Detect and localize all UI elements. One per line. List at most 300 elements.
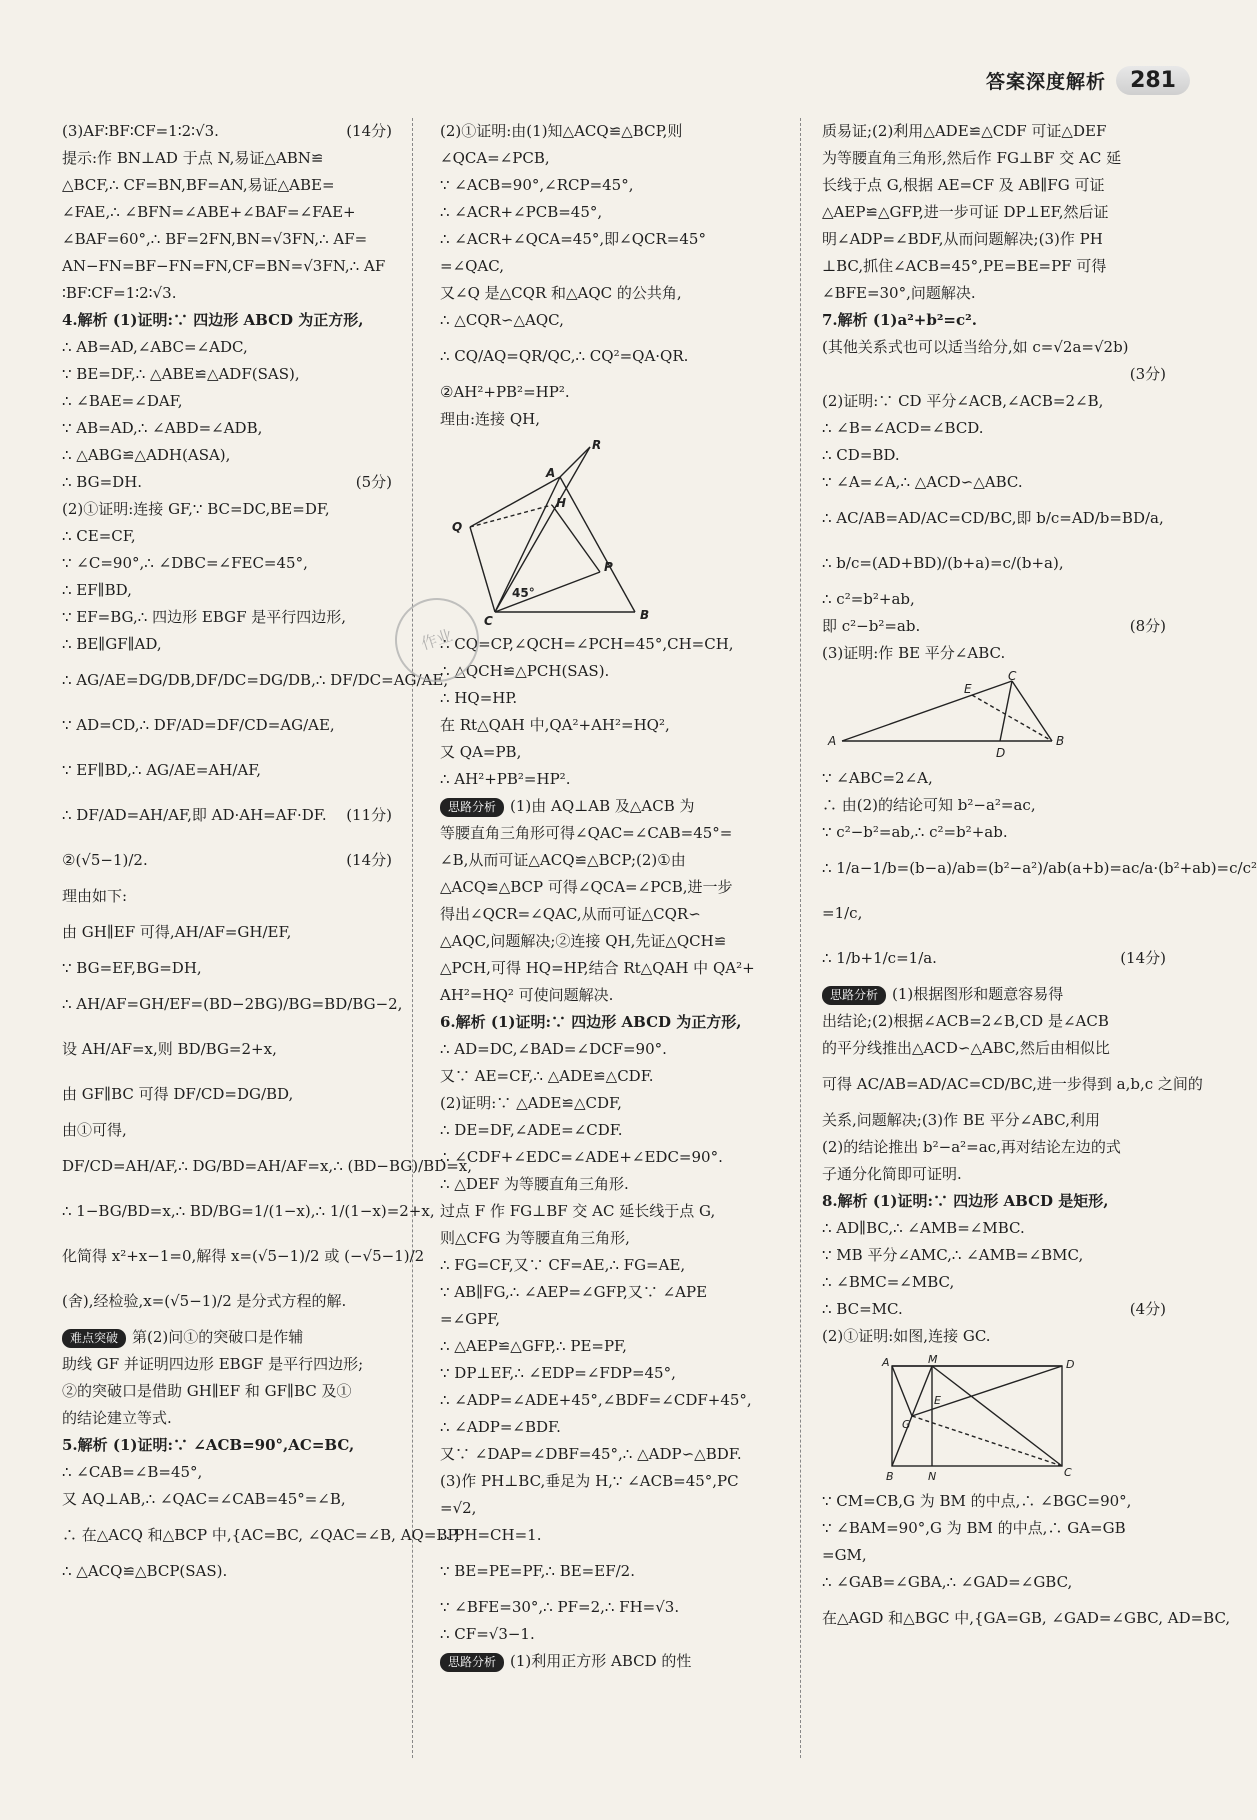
text-line (822, 226, 1166, 253)
text-line (440, 1414, 780, 1441)
text-line (440, 307, 780, 334)
text-line (440, 820, 780, 847)
line-text: ∵ AB=AD,∴ ∠ABD=∠ADB, (62, 419, 263, 437)
line-text: ∵ MB 平分∠AMC,∴ ∠AMB=∠BMC, (822, 1246, 1084, 1264)
section-tag: 思路分析 (440, 1653, 504, 1672)
line-text: AH²=HQ² 可使问题解决. (440, 986, 614, 1004)
line-text: △ACQ≌△BCP 可得∠QCA=∠PCB,进一步 (440, 878, 733, 896)
line-text: ∠BFE=30°,问题解决. (822, 284, 976, 302)
line-text: ②(√5−1)/2. (62, 851, 148, 869)
text-line (62, 1234, 425, 1279)
line-text: 提示:作 BN⊥AD 于点 N,易证△ABN≌ (62, 149, 324, 167)
column-3 (822, 118, 1257, 1641)
text-line (440, 1648, 780, 1675)
text-line (62, 1144, 473, 1189)
line-text: 明∠ADP=∠BDF,从而问题解决;(3)作 PH (822, 230, 1103, 248)
text-line (62, 838, 392, 883)
text-line (440, 1522, 780, 1549)
text-line (822, 1269, 1166, 1296)
text-line (440, 685, 780, 712)
text-line (62, 1486, 392, 1513)
text-line (440, 658, 780, 685)
text-line (62, 361, 392, 388)
line-text: ∵ EF=BG,∴ 四边形 EBGF 是平行四边形, (62, 608, 347, 626)
text-line (822, 361, 1166, 388)
text-line (440, 1009, 780, 1036)
text-line (62, 1351, 392, 1378)
line-text: ∵ AD=CD,∴ DF/AD=DF/CD=AG/AE, (62, 716, 335, 734)
section-tag: 思路分析 (440, 798, 504, 817)
text-line (822, 469, 1166, 496)
line-text: 过点 F 作 FG⊥BF 交 AC 延长线于点 G, (440, 1202, 716, 1220)
line-text: ∴ ∠ACR+∠PCB=45°, (440, 203, 603, 221)
line-text: 为等腰直角三角形,然后作 FG⊥BF 交 AC 延 (822, 149, 1122, 167)
line-text: ∴ △ACQ≌△BCP(SAS). (62, 1562, 228, 1580)
line-text: 则△CFG 为等腰直角三角形, (440, 1229, 630, 1247)
column-2 (440, 118, 780, 1675)
line-text: 又 AQ⊥AB,∴ ∠QAC=∠CAB=45°=∠B, (62, 1490, 346, 1508)
line-text: 可得 AC/AB=AD/AC=CD/BC,进一步得到 a,b,c 之间的 (822, 1075, 1203, 1093)
text-line (822, 280, 1166, 307)
line-text: ∵ DP⊥EF,∴ ∠EDP=∠FDP=45°, (440, 1364, 676, 1382)
line-text: 第(2)问①的突破口是作辅 (132, 1328, 304, 1346)
line-text: =∠QAC, (440, 257, 504, 275)
line-text: 等腰直角三角形可得∠QAC=∠CAB=45°= (440, 824, 733, 842)
text-line (440, 406, 780, 433)
line-text: ∶BF∶CF=1∶2∶√3. (62, 284, 177, 302)
text-line (440, 712, 780, 739)
fig8-label: B (886, 1470, 894, 1483)
line-text: ∴ CQ/AQ=QR/QC,∴ CQ²=QA·QR. (440, 347, 689, 365)
text-line (822, 1323, 1166, 1350)
text-line (822, 1488, 1166, 1515)
text-line (822, 981, 1166, 1008)
text-line (440, 1171, 780, 1198)
text-line (440, 1252, 780, 1279)
text-line (62, 1558, 392, 1585)
text-line (822, 613, 1166, 640)
fig7-label: A (828, 734, 837, 748)
text-line (822, 1515, 1166, 1542)
line-text: ∵ BE=PE=PF,∴ BE=EF/2. (440, 1562, 635, 1580)
line-text: 出结论;(2)根据∠ACB=2∠B,CD 是∠ACB (822, 1012, 1109, 1030)
line-text: ∵ AB∥FG,∴ ∠AEP=∠GFP,又∵ ∠APE (440, 1283, 708, 1301)
fig7-label: E (964, 682, 972, 696)
column-divider (412, 118, 413, 1758)
line-text: ∴ 1/a−1/b=(b−a)/ab=(b²−a²)/ab(a+b)=ac/a·(b²+ab)=c/c² (822, 859, 1257, 877)
text-line (62, 1279, 392, 1324)
line-text: △AEP≌△GFP,进一步可证 DP⊥EF,然后证 (822, 203, 1109, 221)
text-line (62, 910, 392, 955)
line-text: 的平分线推出△ACD∽△ABC,然后由相似比 (822, 1039, 1110, 1057)
line-text: ∴ △CQR∽△AQC, (440, 311, 564, 329)
column-divider (800, 118, 801, 1758)
line-text: ∴ PH=CH=1. (440, 1526, 542, 1544)
text-line (822, 792, 1166, 819)
line-text: 设 AH/AF=x,则 BD/BG=2+x, (62, 1040, 277, 1058)
text-line (822, 1542, 1166, 1569)
line-text: (3)证明:作 BE 平分∠ABC. (822, 644, 1006, 662)
text-line (62, 604, 392, 631)
line-text: ②的突破口是借助 GH∥EF 和 GF∥BC 及① (62, 1382, 352, 1400)
line-text: (2)的结论推出 b²−a²=ac,再对结论左边的式 (822, 1138, 1121, 1156)
line-text: (1)由 AQ⊥AB 及△ACB 为 (510, 797, 695, 815)
line-text: =GM, (822, 1546, 867, 1564)
line-text: ∠BAF=60°,∴ BF=2FN,BN=√3FN,∴ AF= (62, 230, 368, 248)
line-text: (2)①证明:由(1)知△ACQ≌△BCP,则 (440, 122, 683, 140)
line-text: ∴ ∠ACR+∠QCA=45°,即∠QCR=45° (440, 230, 706, 248)
text-line (440, 874, 780, 901)
line-text: ∵ ∠ACB=90°,∠RCP=45°, (440, 176, 634, 194)
figure-rectangle-problem8 (822, 1354, 1082, 1484)
text-line (822, 442, 1166, 469)
line-text: ∴ c²=b²+ab, (822, 590, 915, 608)
line-text: ∴ 1/b+1/c=1/a. (822, 949, 937, 967)
line-text: △AQC,问题解决;②连接 QH,先证△QCH≌ (440, 932, 727, 950)
line-text: 在 Rt△QAH 中,QA²+AH²=HQ², (440, 716, 670, 734)
line-text: ②AH²+PB²=HP². (440, 383, 570, 401)
line-text: ∵ ∠BAM=90°,G 为 BM 的中点,∴ GA=GB (822, 1519, 1126, 1537)
line-text: ∴ b/c=(AD+BD)/(b+a)=c/(b+a), (822, 554, 1064, 572)
line-text: 得出∠QCR=∠QAC,从而可证△CQR∽ (440, 905, 701, 923)
text-line (440, 1333, 780, 1360)
line-text: ∴ ∠B=∠ACD=∠BCD. (822, 419, 984, 437)
line-text: ∵ ∠C=90°,∴ ∠DBC=∠FEC=45°, (62, 554, 308, 572)
text-line (440, 1306, 780, 1333)
text-line (822, 765, 1166, 792)
line-text: ∵ BG=EF,BG=DH, (62, 959, 202, 977)
text-line (822, 334, 1166, 361)
text-line (62, 172, 392, 199)
text-line (62, 1117, 392, 1144)
fig5-label: B (640, 608, 650, 622)
fig8-label: G (902, 1418, 911, 1431)
score-label: (11分) (346, 806, 392, 824)
line-text: ∴ FG=CF,又∵ CF=AE,∴ FG=AE, (440, 1256, 686, 1274)
section-tag: 难点突破 (62, 1329, 126, 1348)
fig5-label: C (484, 614, 493, 628)
text-line (440, 172, 780, 199)
text-line (62, 1405, 392, 1432)
fig8-label: N (928, 1470, 937, 1483)
text-line (822, 145, 1166, 172)
text-line (822, 891, 1166, 936)
text-line (62, 442, 392, 469)
line-text: 由①可得, (62, 1121, 127, 1139)
score-label: (14分) (346, 851, 392, 869)
line-text: ∴ EF∥BD, (62, 581, 132, 599)
text-line (440, 1495, 780, 1522)
line-text: 由 GH∥EF 可得,AH/AF=GH/EF, (62, 923, 292, 941)
line-text: ∴ ∠ADP=∠BDF. (440, 1418, 561, 1436)
text-line (62, 1189, 435, 1234)
text-line (440, 253, 780, 280)
text-line (822, 496, 1166, 541)
line-text: ∴ CD=BD. (822, 446, 900, 464)
score-label: (5分) (355, 473, 392, 491)
line-text: ∴ CQ=CP,∠QCH=∠PCH=45°,CH=CH, (440, 635, 734, 653)
line-text: 子通分化简即可证明. (822, 1165, 962, 1183)
line-text: ∴ DE=DF,∠ADE=∠CDF. (440, 1121, 623, 1139)
fig7-label: D (996, 746, 1006, 760)
line-text: ∴ BG=DH. (62, 473, 143, 491)
line-text: ∴ △ABG≌△ADH(ASA), (62, 446, 231, 464)
text-line (822, 846, 1257, 891)
line-text: ∴ AD∥BC,∴ ∠AMB=∠MBC. (822, 1219, 1025, 1237)
score-label: (3分) (1129, 365, 1166, 383)
text-line (440, 379, 780, 406)
text-line (62, 793, 392, 838)
line-text: 质易证;(2)利用△ADE≌△CDF 可证△DEF (822, 122, 1107, 140)
score-label: (14分) (346, 122, 392, 140)
text-line (440, 1441, 780, 1468)
line-text: ∴ ∠GAB=∠GBA,∴ ∠GAD=∠GBC, (822, 1573, 1073, 1591)
line-text: 长线于点 G,根据 AE=CF 及 AB∥FG 可证 (822, 176, 1105, 194)
text-line (440, 1279, 780, 1306)
text-line (62, 748, 392, 793)
text-line (822, 1008, 1166, 1035)
fig7-label: C (1008, 669, 1017, 683)
text-line (440, 982, 780, 1009)
text-line (822, 586, 1166, 613)
text-line (440, 901, 780, 928)
text-line (62, 982, 403, 1027)
page-header (986, 62, 1190, 98)
fig8-label: A (882, 1356, 890, 1369)
line-text: =∠GPF, (440, 1310, 501, 1328)
text-line (440, 145, 780, 172)
line-text: ∴ △AEP≌△GFP,∴ PE=PF, (440, 1337, 627, 1355)
text-line (62, 496, 392, 523)
fig5-angle-label: 45° (512, 586, 535, 600)
fig8-label: C (1064, 1466, 1072, 1479)
text-line (440, 1117, 780, 1144)
text-line (62, 883, 392, 910)
line-text: 又∵ AE=CF,∴ △ADE≌△CDF. (440, 1067, 654, 1085)
text-line (822, 1596, 1231, 1641)
text-line (62, 334, 392, 361)
section-tag: 思路分析 (822, 986, 886, 1005)
line-text: ∴ 1−BG/BD=x,∴ BD/BG=1/(1−x),∴ 1/(1−x)=2+x, (62, 1202, 435, 1220)
figure-triangle-problem7 (822, 671, 1072, 761)
line-text: 7.解析 (1)a²+b²=c². (822, 311, 977, 329)
line-text: (1)根据图形和题意容易得 (892, 985, 1064, 1003)
line-text: 6.解析 (1)证明:∵ 四边形 ABCD 为正方形, (440, 1013, 742, 1031)
text-line (62, 1459, 392, 1486)
text-line (822, 1215, 1166, 1242)
text-line (822, 307, 1166, 334)
line-text: ∴ BC=MC. (822, 1300, 903, 1318)
text-line (62, 226, 392, 253)
text-line (62, 523, 392, 550)
line-text: 理由如下: (62, 887, 128, 905)
text-line (62, 415, 392, 442)
line-text: ∴ AG/AE=DG/DB,DF/DC=DG/DB,∴ DF/DC=AG/AE, (62, 671, 449, 689)
line-text: (3)AF∶BF∶CF=1∶2∶√3. (62, 122, 219, 140)
text-line (62, 280, 392, 307)
line-text: ∵ EF∥BD,∴ AG/AE=AH/AF, (62, 761, 262, 779)
fig8-label: D (1066, 1358, 1075, 1371)
line-text: ∵ CM=CB,G 为 BM 的中点,∴ ∠BGC=90°, (822, 1492, 1132, 1510)
text-line (822, 1242, 1166, 1269)
text-line (440, 1594, 780, 1621)
line-text: 助线 GF 并证明四边形 EBGF 是平行四边形; (62, 1355, 364, 1373)
line-text: ∴ AD=DC,∠BAD=∠DCF=90°. (440, 1040, 667, 1058)
line-text: ∴ HQ=HP. (440, 689, 518, 707)
text-line (62, 1027, 392, 1072)
header-title: 答案深度解析 (986, 70, 1107, 93)
line-text: ∴ ∠CDF+∠EDC=∠ADE+∠EDC=90°. (440, 1148, 723, 1166)
score-label: (8分) (1129, 617, 1166, 635)
text-line (440, 1198, 780, 1225)
line-text: 在△AGD 和△BGC 中,{GA=GB, ∠GAD=∠GBC, AD=BC, (822, 1609, 1231, 1627)
figure-triangle-problem5 (440, 437, 670, 627)
text-line (440, 334, 780, 379)
line-text: ∴ AH²+PB²=HP². (440, 770, 571, 788)
fig8-label: E (934, 1394, 941, 1407)
text-line (822, 199, 1166, 226)
text-line (822, 936, 1166, 981)
text-line (822, 172, 1166, 199)
line-text: (2)①证明:连接 GF,∵ BC=DC,BE=DF, (62, 500, 330, 518)
text-line (440, 1144, 780, 1171)
text-line (62, 118, 392, 145)
text-line (822, 541, 1166, 586)
line-text: (3)作 PH⊥BC,垂足为 H,∵ ∠ACB=45°,PC (440, 1472, 739, 1490)
text-line (822, 1062, 1203, 1107)
line-text: (2)证明:∵ △ADE≌△CDF, (440, 1094, 622, 1112)
text-line (822, 1134, 1166, 1161)
line-text: =√2, (440, 1499, 477, 1517)
line-text: 由 GF∥BC 可得 DF/CD=DG/BD, (62, 1085, 294, 1103)
line-text: ∵ ∠BFE=30°,∴ PF=2,∴ FH=√3. (440, 1598, 680, 1616)
text-line (440, 847, 780, 874)
line-text: 关系,问题解决;(3)作 BE 平分∠ABC,利用 (822, 1111, 1100, 1129)
line-text: DF/CD=AH/AF,∴ DG/BD=AH/AF=x,∴ (BD−BG)/BD=x, (62, 1157, 473, 1175)
line-text: ∴ ∠BMC=∠MBC, (822, 1273, 955, 1291)
line-text: 5.解析 (1)证明:∵ ∠ACB=90°,AC=BC, (62, 1436, 355, 1454)
text-line (62, 1432, 392, 1459)
line-text: ∠B,从而可证△ACQ≌△BCP;(2)①由 (440, 851, 686, 869)
line-text: ∴ ∠BAE=∠DAF, (62, 392, 183, 410)
text-line (822, 1107, 1166, 1134)
line-text: 8.解析 (1)证明:∵ 四边形 ABCD 是矩形, (822, 1192, 1109, 1210)
watermark-stamp: 作业 (384, 587, 490, 693)
text-line (822, 118, 1166, 145)
line-text: △PCH,可得 HQ=HP,结合 Rt△QAH 中 QA²+ (440, 959, 755, 977)
text-line (440, 1063, 780, 1090)
text-line (822, 253, 1166, 280)
line-text: =1/c, (822, 904, 863, 922)
line-text: 的结论建立等式. (62, 1409, 172, 1427)
line-text: ⊥BC,抓住∠ACB=45°,PE=BE=PF 可得 (822, 257, 1107, 275)
line-text: ∵ ∠A=∠A,∴ △ACD∽△ABC. (822, 473, 1023, 491)
line-text: 化简得 x²+x−1=0,解得 x=(√5−1)/2 或 (−√5−1)/2 (62, 1247, 425, 1265)
fig5-label: R (592, 438, 602, 452)
line-text: ∴ 在△ACQ 和△BCP 中,{AC=BC, ∠QAC=∠B, AQ=BP, (62, 1526, 460, 1544)
text-line (822, 1188, 1166, 1215)
line-text: 又∠Q 是△CQR 和△AQC 的公共角, (440, 284, 682, 302)
fig8-label: M (928, 1353, 938, 1366)
text-line (440, 118, 780, 145)
fig5-label: A (546, 466, 556, 480)
line-text: ∵ BE=DF,∴ △ABE≌△ADF(SAS), (62, 365, 300, 383)
text-line (62, 631, 392, 658)
text-line (440, 1549, 780, 1594)
text-line (62, 253, 392, 280)
fig5-label: H (556, 496, 567, 510)
line-text: ∵ c²−b²=ab,∴ c²=b²+ab. (822, 823, 1008, 841)
line-text: ∴ ∠ADP=∠ADE+45°,∠BDF=∠CDF+45°, (440, 1391, 752, 1409)
line-text: ∠FAE,∴ ∠BFN=∠ABE+∠BAF=∠FAE+ (62, 203, 356, 221)
text-line (62, 1378, 392, 1405)
line-text: 4.解析 (1)证明:∵ 四边形 ABCD 为正方形, (62, 311, 364, 329)
line-text: ∴ 由(2)的结论可知 b²−a²=ac, (822, 796, 1036, 814)
line-text: ∴ △QCH≌△PCH(SAS). (440, 662, 610, 680)
text-line (440, 1090, 780, 1117)
line-text: △BCF,∴ CF=BN,BF=AN,易证△ABE= (62, 176, 335, 194)
text-line (440, 766, 780, 793)
text-line (822, 1296, 1166, 1323)
text-line (822, 640, 1166, 667)
text-line (62, 199, 392, 226)
line-text: ∴ DF/AD=AH/AF,即 AD·AH=AF·DF. (62, 806, 327, 824)
text-line (822, 819, 1166, 846)
line-text: (2)①证明:如图,连接 GC. (822, 1327, 991, 1345)
line-text: ∴ ∠CAB=∠B=45°, (62, 1463, 203, 1481)
text-line (440, 631, 780, 658)
line-text: 理由:连接 QH, (440, 410, 540, 428)
text-line (440, 955, 780, 982)
text-line (822, 388, 1166, 415)
text-line (440, 280, 780, 307)
line-text: ∴ AH/AF=GH/EF=(BD−2BG)/BG=BD/BG−2, (62, 995, 403, 1013)
text-line (62, 145, 392, 172)
line-text: ∴ AB=AD,∠ABC=∠ADC, (62, 338, 248, 356)
line-text: 又∵ ∠DAP=∠DBF=45°,∴ △ADP∽△BDF. (440, 1445, 742, 1463)
text-line (62, 1324, 392, 1351)
line-text: ∵ ∠ABC=2∠A, (822, 769, 933, 787)
text-line (62, 1513, 460, 1558)
line-text: AN−FN=BF−FN=FN,CF=BN=√3FN,∴ AF (62, 257, 386, 275)
text-line (440, 1621, 780, 1648)
text-line (440, 928, 780, 955)
line-text: (2)证明:∵ CD 平分∠ACB,∠ACB=2∠B, (822, 392, 1104, 410)
text-line (62, 577, 392, 604)
text-line (440, 1387, 780, 1414)
line-text: (舍),经检验,x=(√5−1)/2 是分式方程的解. (62, 1292, 347, 1310)
line-text: ∴ △DEF 为等腰直角三角形. (440, 1175, 629, 1193)
fig5-label: Q (452, 520, 463, 534)
text-line (62, 388, 392, 415)
line-text: ∴ CF=√3−1. (440, 1625, 535, 1643)
line-text: (其他关系式也可以适当给分,如 c=√2a=√2b) (822, 338, 1129, 356)
text-line (62, 307, 392, 334)
text-line (440, 1225, 780, 1252)
page-number: 281 (1116, 66, 1190, 95)
score-label: (4分) (1129, 1300, 1166, 1318)
text-line (440, 793, 780, 820)
line-text: ∠QCA=∠PCB, (440, 149, 550, 167)
text-line (822, 1161, 1166, 1188)
text-line (822, 1569, 1166, 1596)
text-line (440, 1468, 780, 1495)
score-label: (14分) (1120, 949, 1166, 967)
text-line (440, 739, 780, 766)
line-text: 即 c²−b²=ab. (822, 617, 921, 635)
text-line (62, 955, 392, 982)
text-line (62, 1072, 392, 1117)
